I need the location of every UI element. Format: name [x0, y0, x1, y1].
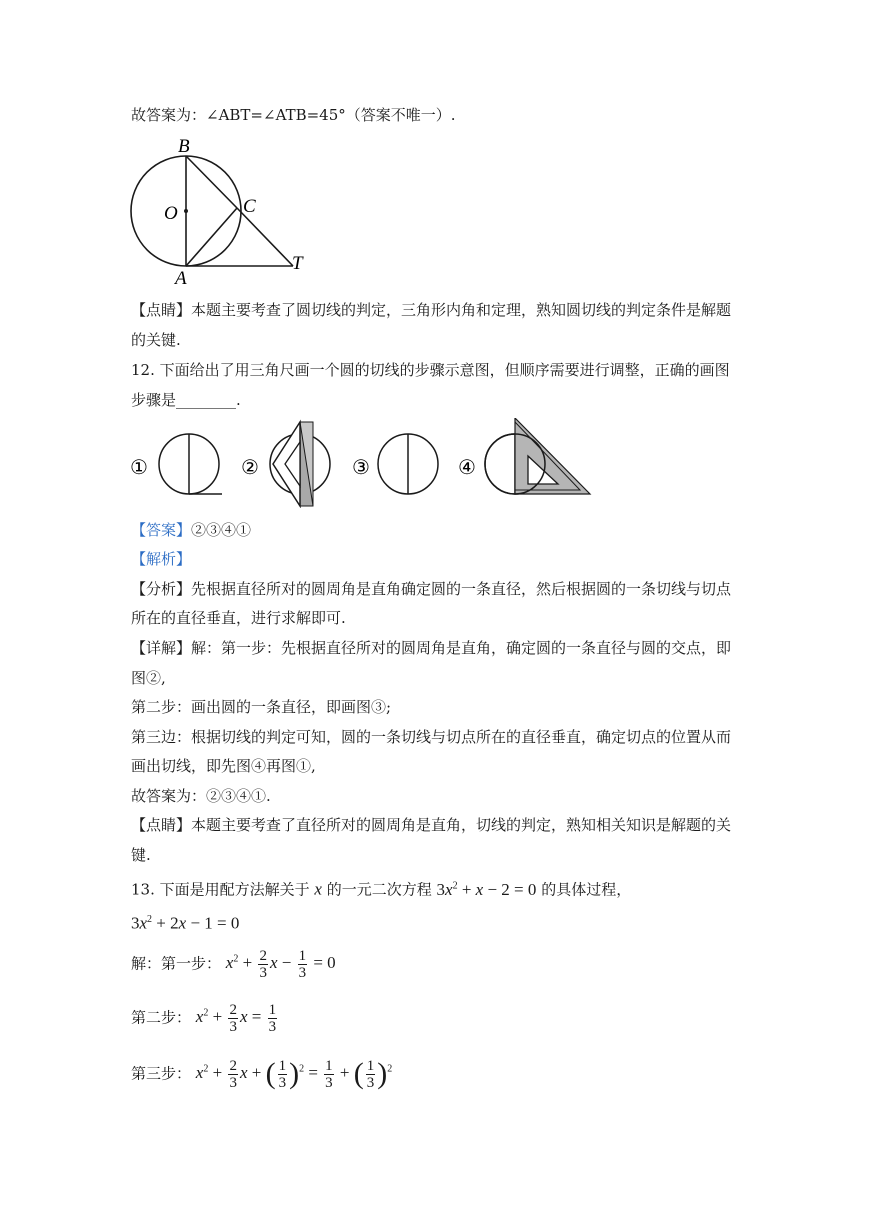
equation-step-1: 解：第一步： $x^2$ + $\frac{2}{3}$ x − $\frac{1}{3}$ = 0 — [131, 948, 336, 981]
tangent-steps-figure — [128, 418, 598, 508]
step-2-text: 第二步：画出圆的一条直径，即画图③; — [131, 698, 392, 716]
jiexi-tag: 【解析】 — [131, 550, 192, 568]
dianjing-2-tag: 【点睛】 — [131, 816, 192, 834]
answer-text: ②③④① — [191, 521, 252, 539]
dianjing-1-tag: 【点睛】 — [131, 301, 192, 319]
label-A: A — [175, 268, 187, 287]
fenxi-text: 先根据直径所对的圆周角是直角确定圆的一条直径，然后根据圆的一条切线与切点 — [191, 580, 732, 598]
label-T: T — [292, 253, 303, 274]
dianjing-1 — [131, 300, 731, 320]
circle-tangent-figure — [120, 132, 320, 287]
q13-variable: x — [314, 879, 322, 899]
q13-equation: $3x^2 + x - 2 = 0$ — [436, 879, 537, 899]
step-3-label: 第三步： — [131, 1064, 192, 1083]
xiangjie-cont: 图②, — [131, 669, 166, 687]
fenxi-cont: 所在的直径垂直，进行求解即可. — [131, 609, 346, 627]
question-12-line-2: 步骤是________. — [131, 391, 241, 409]
dianjing-2-cont: 键. — [131, 846, 151, 864]
dianjing-1-cont: 的关键. — [131, 331, 181, 349]
xiangjie — [131, 638, 731, 658]
fenxi-tag: 【分析】 — [131, 580, 192, 598]
xiangjie-text: 解：第一步：先根据直径所对的圆周角是直角，确定圆的一条直径与圆的交点，即 — [191, 639, 732, 657]
answer-line — [131, 520, 251, 540]
equation-step-0: $3x^2 + 2x - 1 = 0$ — [131, 913, 240, 933]
step-1-number: ① — [130, 455, 148, 479]
equation-step-3: 第三步： $x^2$ + $\frac{2}{3}$ x + ( $\frac{1}{3}$ )$^2$ = $\frac{1}{3}$ + ( $\frac{1}{3}$ )$^2$ — [131, 1057, 393, 1091]
xiangjie-tag: 【详解】 — [131, 639, 192, 657]
answer-line-1: 故答案为：∠ABT=∠ATB=45°（答案不唯一）. — [131, 106, 456, 124]
label-C: C — [243, 196, 256, 217]
question-13 — [131, 876, 631, 900]
question-12-line-1: 12. 下面给出了用三角尺画一个圆的切线的步骤示意图，但顺序需要进行调整，正确的画图 — [131, 361, 730, 379]
step-3-cont: 画出切线，即先图④再图①, — [131, 757, 316, 775]
fenxi — [131, 579, 731, 599]
equation-step-2: 第二步： $x^2$ + $\frac{2}{3}$ x = $\frac{1}{3}$ — [131, 1002, 277, 1035]
step-3-number: ③ — [352, 455, 370, 479]
step-1-label: 解：第一步： — [131, 954, 222, 973]
step-2-number: ② — [241, 455, 259, 479]
dianjing-1-text: 本题主要考查了圆切线的判定，三角形内角和定理，熟知圆切线的判定条件是解题 — [191, 301, 732, 319]
answer-tag: 【答案】 — [131, 521, 192, 539]
q13-mid: 的一元二次方程 — [326, 880, 432, 899]
dianjing-2 — [131, 815, 731, 835]
step-4-number: ④ — [458, 455, 476, 479]
dianjing-2-text: 本题主要考查了直径所对的圆周角是直角，切线的判定，熟知相关知识是解题的关 — [191, 816, 732, 834]
step-3-text: 第三边：根据切线的判定可知，圆的一条切线与切点所在的直径垂直，确定切点的位置从而 — [131, 728, 732, 746]
step-2-label: 第二步： — [131, 1008, 192, 1027]
q13-post: 的具体过程， — [541, 880, 632, 899]
q13-pre: 13. 下面是用配方法解关于 — [131, 880, 310, 899]
answer-line-2: 故答案为：②③④①. — [131, 787, 271, 805]
label-B: B — [178, 136, 190, 157]
label-O: O — [164, 203, 178, 224]
